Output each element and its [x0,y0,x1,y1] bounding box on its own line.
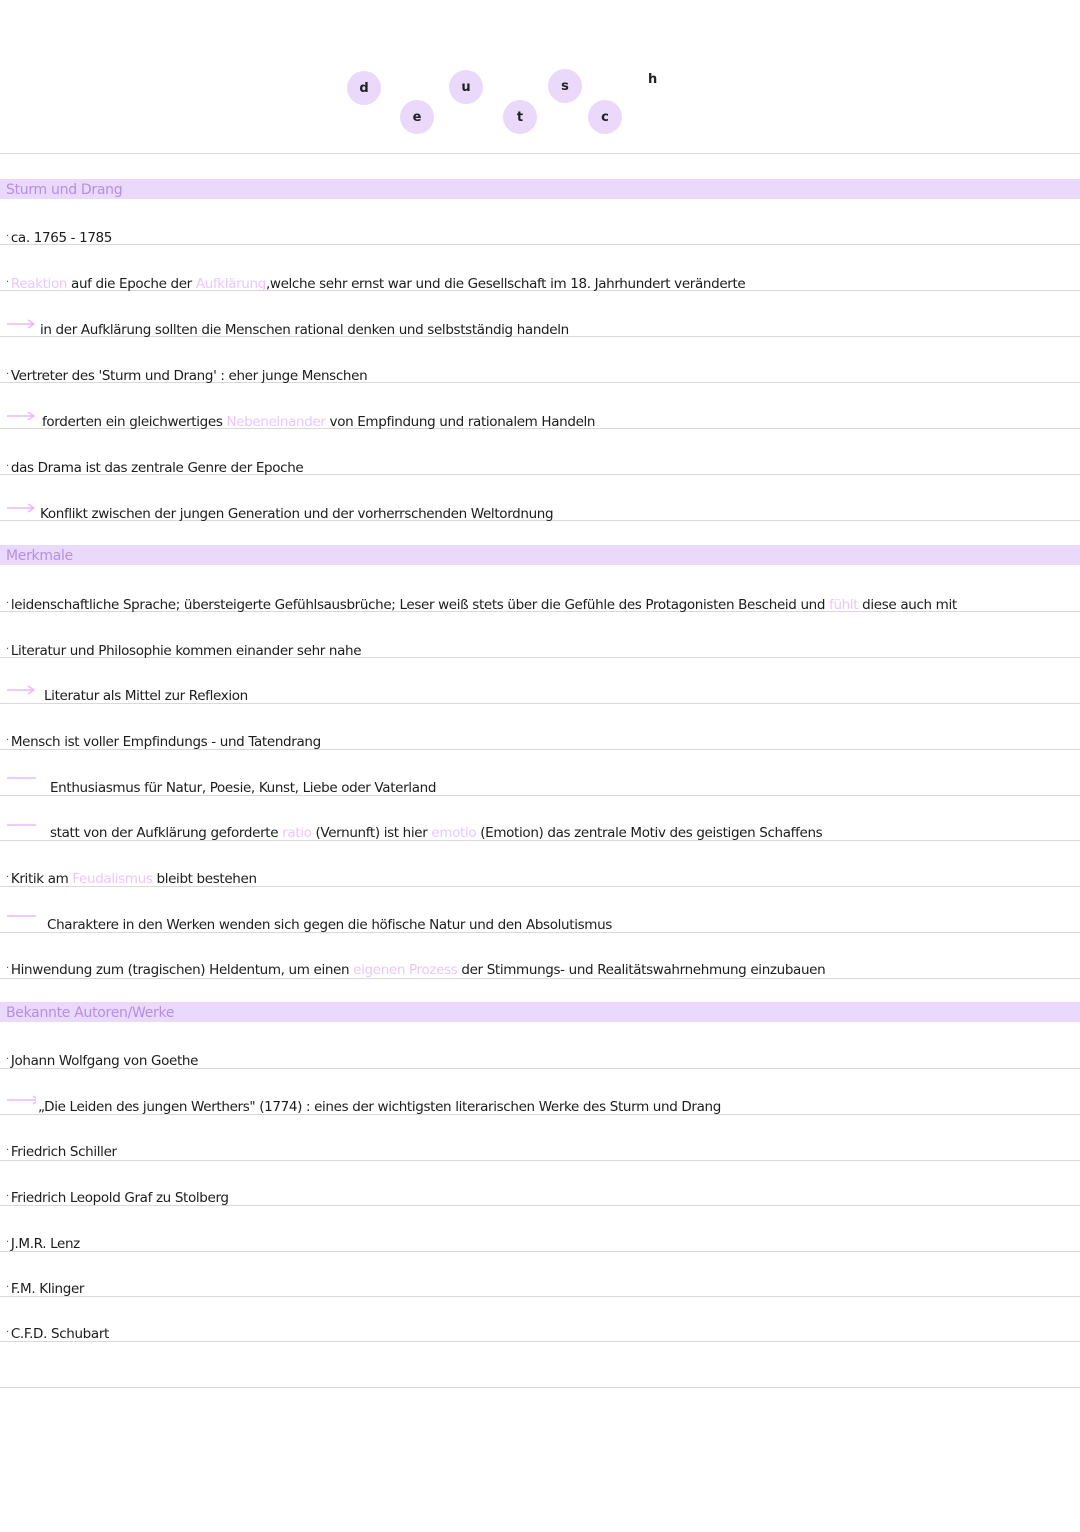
title-letter-c: c [588,100,622,134]
arrow-right-icon [6,411,36,421]
title-letter-h: h [648,72,658,87]
list-item: · F.M. Klinger [6,1281,85,1297]
list-item: · Kritik am Feudalismus bleibt bestehen [6,871,257,887]
section-band [0,545,1080,565]
rule [0,1296,1080,1297]
list-item: · Mensch ist voller Empfindungs - und Tatendrang [6,734,321,750]
list-item: · leidenschaftliche Sprache; übersteigerte Gefühlsausbrüche; Leser weiß stets über die Gefühle des Protagonisten Bescheid und fühlt diese auch mit [6,597,957,613]
rule [0,244,1080,245]
section-heading-sturm-und-drang: Sturm und Drang [6,182,123,198]
arrow-right-icon [6,319,36,329]
rule [0,153,1080,154]
list-item: · Hinwendung zum (tragischen) Heldentum, um einen eigenen Prozess der Stimmungs- und Realitätswahrnehmung einzubauen [6,962,826,978]
title-letter-s: s [548,69,582,103]
list-subitem: Konflikt zwischen der jungen Generation und der vorherrschenden Weltordnung [40,506,554,522]
arrow-right-icon [6,773,36,783]
list-subitem: Charaktere in den Werken wenden sich gegen die höfische Natur und den Absolutismus [47,917,612,933]
list-subitem: in der Aufklärung sollten die Menschen rational denken und selbstständig handeln [40,322,569,338]
list-item: · das Drama ist das zentrale Genre der Epoche [6,460,304,476]
arrow-right-icon [6,1095,36,1105]
arrow-right-icon [6,503,36,513]
rule [0,1341,1080,1342]
arrow-right-icon [6,911,36,921]
rule [0,1251,1080,1252]
list-item: · Friedrich Schiller [6,1144,117,1160]
rule [0,1160,1080,1161]
title-letter-d: d [347,71,381,105]
list-item: · C.F.D. Schubart [6,1326,109,1342]
list-subitem: „Die Leiden des jungen Werthers" (1774) : eines der wichtigsten literarischen Werke des Sturm und Drang [38,1099,721,1115]
list-item: · Literatur und Philosophie kommen einander sehr nahe [6,643,362,659]
date-range: · ca. 1765 - 1785 [6,230,113,246]
list-item: · Friedrich Leopold Graf zu Stolberg [6,1190,229,1206]
list-subitem: Literatur als Mittel zur Reflexion [44,688,248,704]
list-item: · Reaktion auf die Epoche der Aufklärung,welche sehr ernst war und die Gesellschaft im 18. Jahrhundert veränderte [6,276,746,292]
rule [0,1387,1080,1388]
rule [0,978,1080,979]
list-item: · Johann Wolfgang von Goethe [6,1053,199,1069]
list-subitem: Enthusiasmus für Natur, Poesie, Kunst, Liebe oder Vaterland [50,780,437,796]
section-heading-autoren-werke: Bekannte Autoren/Werke [6,1005,175,1021]
title-letter-t: t [503,100,537,134]
title-letter-u: u [449,70,483,104]
list-subitem: forderten ein gleichwertiges Nebeneinander von Empfindung und rationalem Handeln [42,414,596,430]
list-item: · Vertreter des 'Sturm und Drang' : eher junge Menschen [6,368,368,384]
section-band [0,179,1080,199]
list-item: · J.M.R. Lenz [6,1236,80,1252]
list-subitem: statt von der Aufklärung geforderte ratio (Vernunft) ist hier emotio (Emotion) das zentrale Motiv des geistigen Schaffens [50,825,823,841]
title-letter-e: e [400,100,434,134]
arrow-right-icon [6,685,36,695]
arrow-right-icon [6,820,36,830]
section-heading-merkmale: Merkmale [6,548,73,564]
